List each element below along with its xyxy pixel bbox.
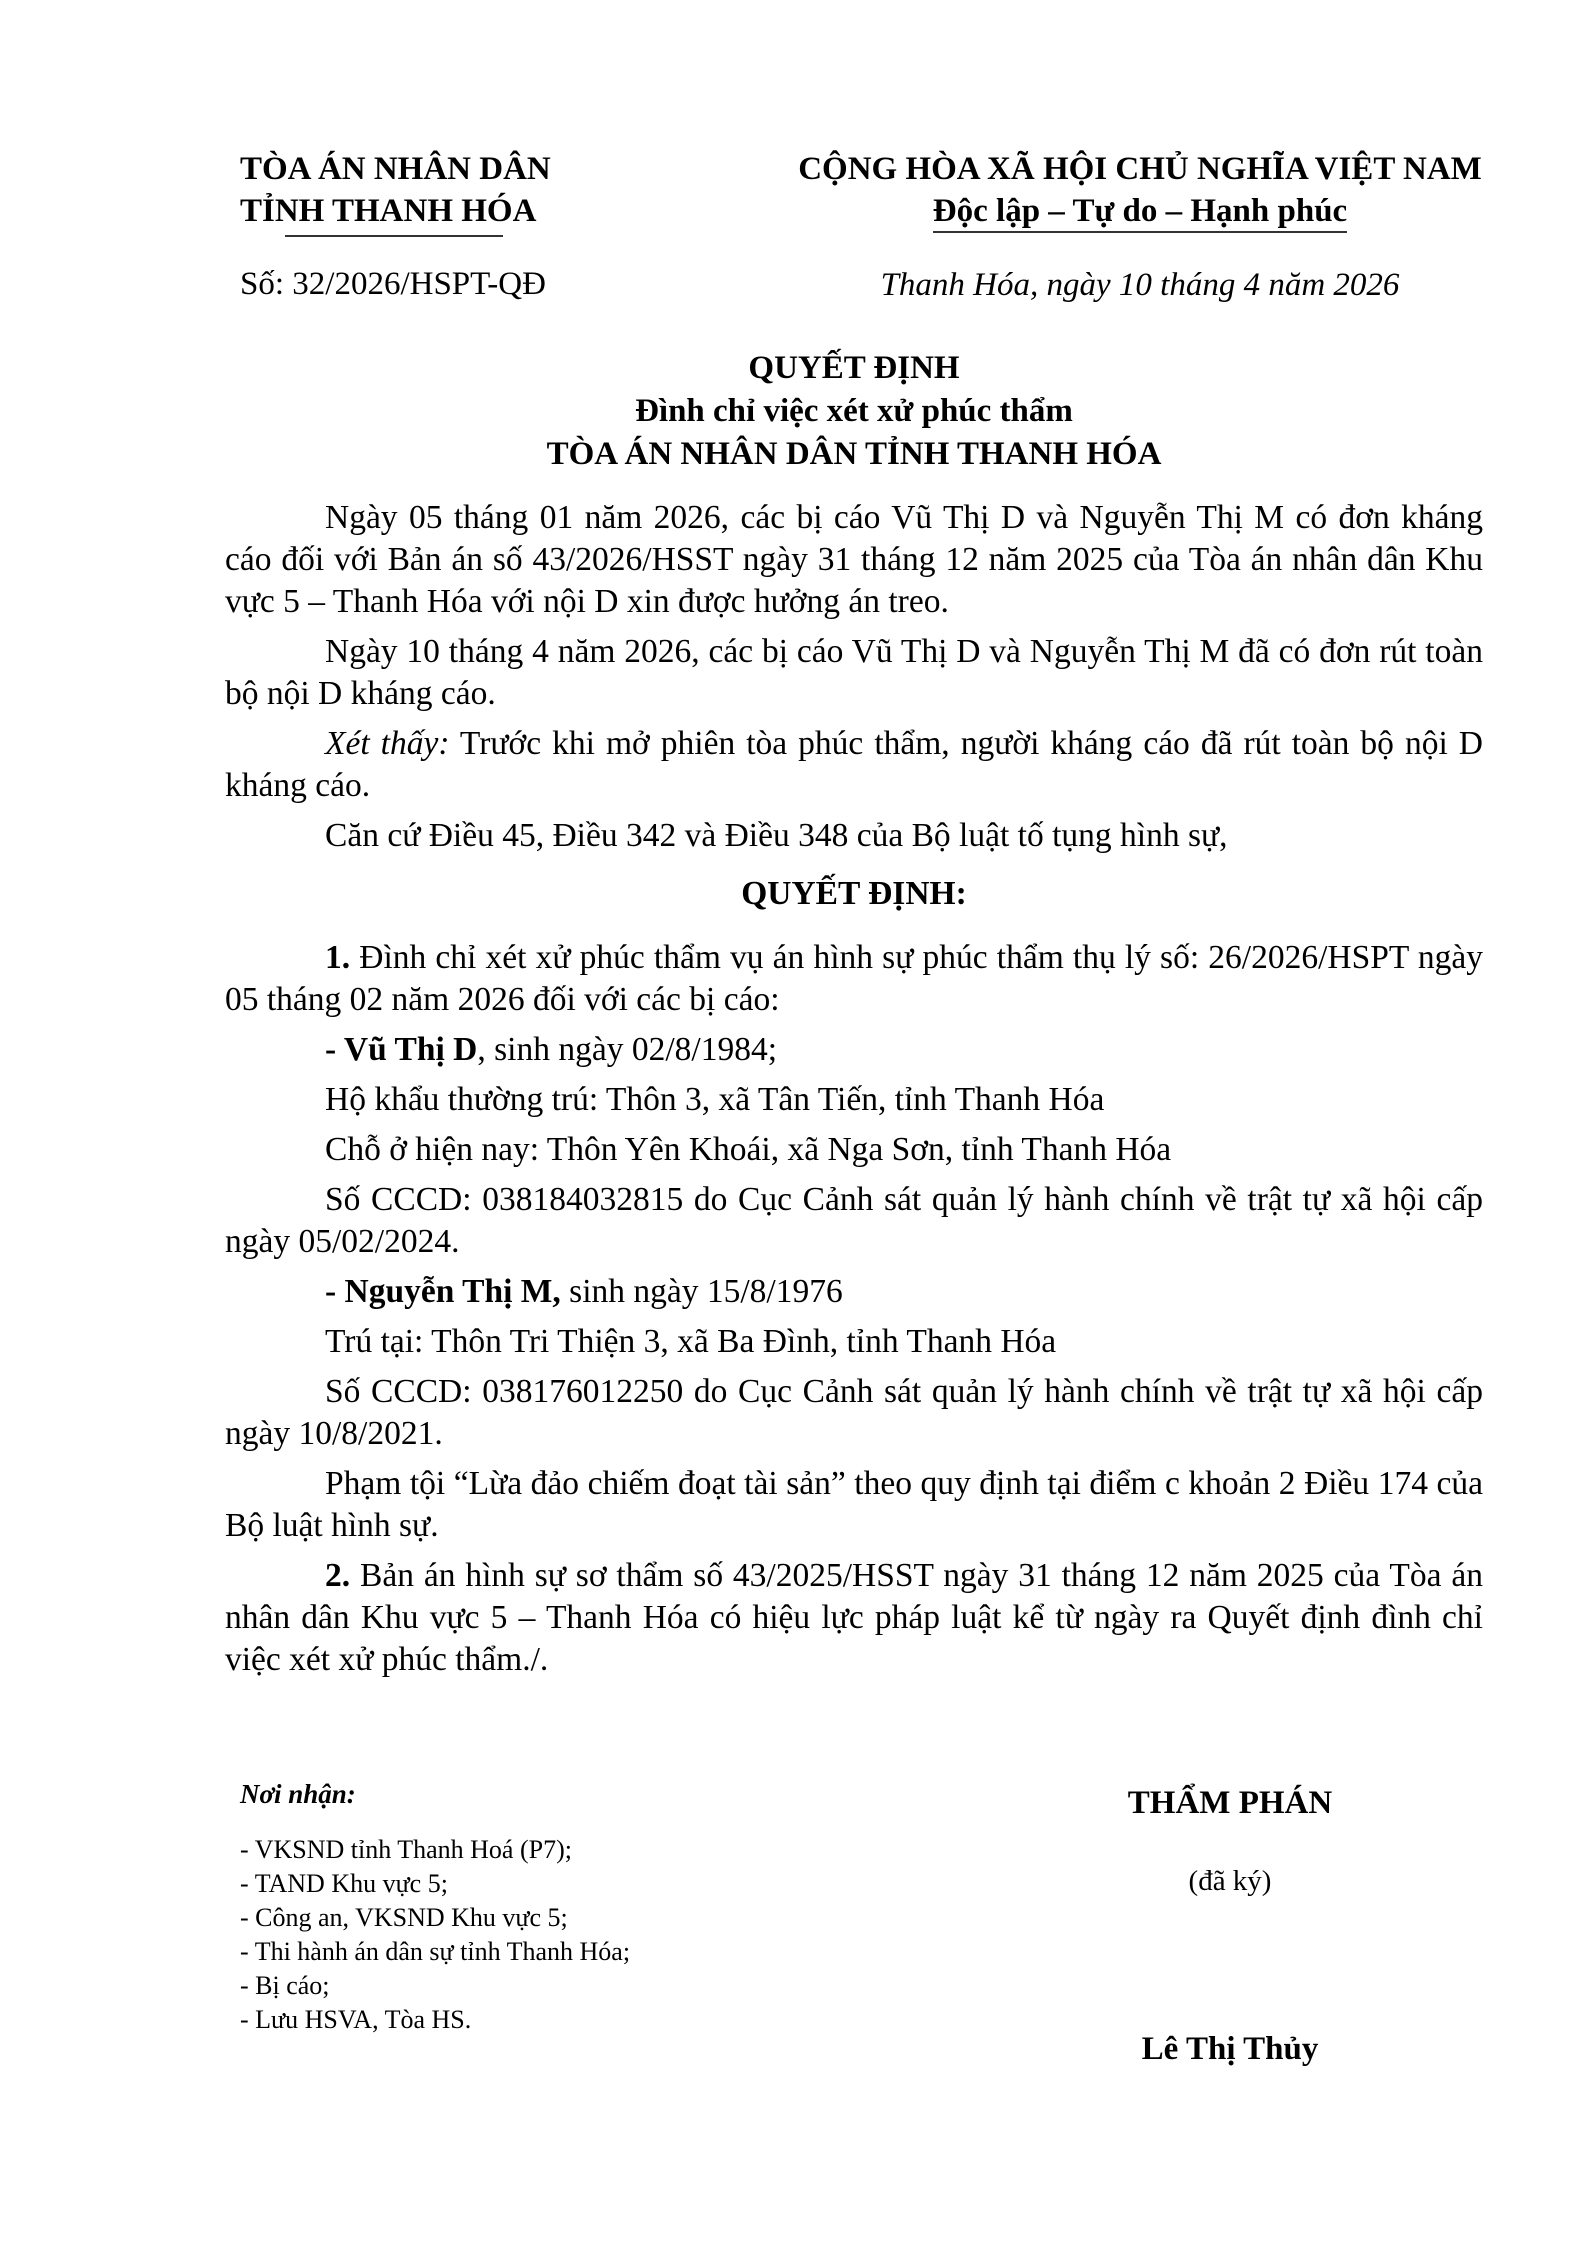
recipient-item: - Công an, VKSND Khu vực 5; [240,1903,568,1932]
defendant-2-name-line [225,1271,1483,1313]
court-name-underline [285,235,503,237]
paragraph-appeal: Ngày 05 tháng 01 năm 2026, các bị cáo Vũ Thị D và Nguyễn Thị M có đơn kháng cáo đối với Bản án số 43/2026/HSST ngày 31 tháng 12 năm 2025 của Tòa án nhân dân Khu vực 5 – Thanh Hóa với nội D xin được hưởng án treo. [225,499,1483,620]
paragraph-withdrawal: Ngày 10 tháng 4 năm 2026, các bị cáo Vũ Thị D và Nguyễn Thị M đã có đơn rút toàn bộ nội D kháng cáo. [225,633,1483,712]
item-1-text: Đình chỉ xét xử phúc thẩm vụ án hình sự phúc thẩm thụ lý số: 26/2026/HSPT ngày 05 tháng 02 năm 2026 đối với các bị cáo: [225,939,1483,1018]
recipient-item: - Thi hành án dân sự tỉnh Thanh Hóa; [240,1937,631,1966]
signed-note: (đã ký) [1188,1865,1272,1897]
title-line-1: QUYẾT ĐỊNH [748,350,960,386]
item-1-number: 1. [325,939,351,976]
nation-name: CỘNG HÒA XÃ HỘI CHỦ NGHĨA VIỆT NAM [798,151,1482,187]
court-name-block [240,148,620,232]
recipients-heading: Nơi nhận: [240,1779,356,1809]
signer-role: THẨM PHÁN [1127,1785,1333,1821]
decision-item-2 [225,1555,1483,1681]
paragraph-legal-basis: Căn cứ Điều 45, Điều 342 và Điều 348 của Bộ luật tố tụng hình sự, [325,817,1228,854]
defendant-1-name: - Vũ Thị D [325,1031,478,1068]
defendant-1-current-address: Chỗ ở hiện nay: Thôn Yên Khoái, xã Nga Sơn, tỉnh Thanh Hóa [325,1131,1172,1168]
item-2-number: 2. [325,1557,351,1594]
consideration-text: Trước khi mở phiên tòa phúc thẩm, người kháng cáo đã rút toàn bộ nội D kháng cáo. [225,725,1483,804]
defendant-2-id: Số CCCD: 038176012250 do Cục Cảnh sát quản lý hành chính về trật tự xã hội cấp ngày 10/8/2021. [225,1373,1483,1452]
title-line-2: Đình chỉ việc xét xử phúc thẩm [635,393,1073,429]
defendant-1-name-line [225,1029,1483,1071]
decision-heading: QUYẾT ĐỊNH: [741,875,967,912]
recipient-item: - Lưu HSVA, Tòa HS. [240,2005,472,2034]
signer-name: Lê Thị Thủy [1141,2031,1319,2067]
decision-item-1 [225,937,1483,1021]
paragraph-consideration [225,723,1483,807]
court-name-line2: TỈNH THANH HÓA [240,193,537,229]
place-date: Thanh Hóa, ngày 10 tháng 4 năm 2026 [880,267,1400,303]
defendant-2-name: - Nguyễn Thị M, [325,1273,561,1310]
signature-block [1030,1783,1430,2069]
national-header [760,148,1520,233]
document-title [225,347,1483,476]
defendant-1-birth: , sinh ngày 02/8/1984; [477,1031,778,1068]
offense-paragraph: Phạm tội “Lừa đảo chiếm đoạt tài sản” theo quy định tại điểm c khoản 2 Điều 174 của Bộ luật hình sự. [225,1465,1483,1544]
consideration-label: Xét thấy: [325,725,450,762]
recipient-item: - VKSND tỉnh Thanh Hoá (P7); [240,1835,572,1864]
court-name-line1: TÒA ÁN NHÂN DÂN [240,151,551,187]
recipients-block [240,1777,940,2037]
recipient-item: - Bị cáo; [240,1971,330,2000]
title-line-3: TÒA ÁN NHÂN DÂN TỈNH THANH HÓA [546,436,1162,472]
item-2-text: Bản án hình sự sơ thẩm số 43/2025/HSST ngày 31 tháng 12 năm 2025 của Tòa án nhân dân Khu vực 5 – Thanh Hóa có hiệu lực pháp luật kể từ ngày ra Quyết định đình chỉ việc xét xử phúc thẩm./. [225,1557,1483,1678]
defendant-2-birth: sinh ngày 15/8/1976 [560,1273,843,1310]
document-body [225,497,1483,1689]
defendant-1-residence: Hộ khẩu thường trú: Thôn 3, xã Tân Tiến, tỉnh Thanh Hóa [325,1081,1105,1118]
national-motto: Độc lập – Tự do – Hạnh phúc [933,192,1347,233]
defendant-1-id: Số CCCD: 038184032815 do Cục Cảnh sát quản lý hành chính về trật tự xã hội cấp ngày 05/02/2024. [225,1181,1483,1260]
document-number: Số: 32/2026/HSPT-QĐ [240,266,546,302]
recipient-item: - TAND Khu vực 5; [240,1869,448,1898]
defendant-2-residence: Trú tại: Thôn Tri Thiện 3, xã Ba Đình, tỉnh Thanh Hóa [325,1323,1057,1360]
